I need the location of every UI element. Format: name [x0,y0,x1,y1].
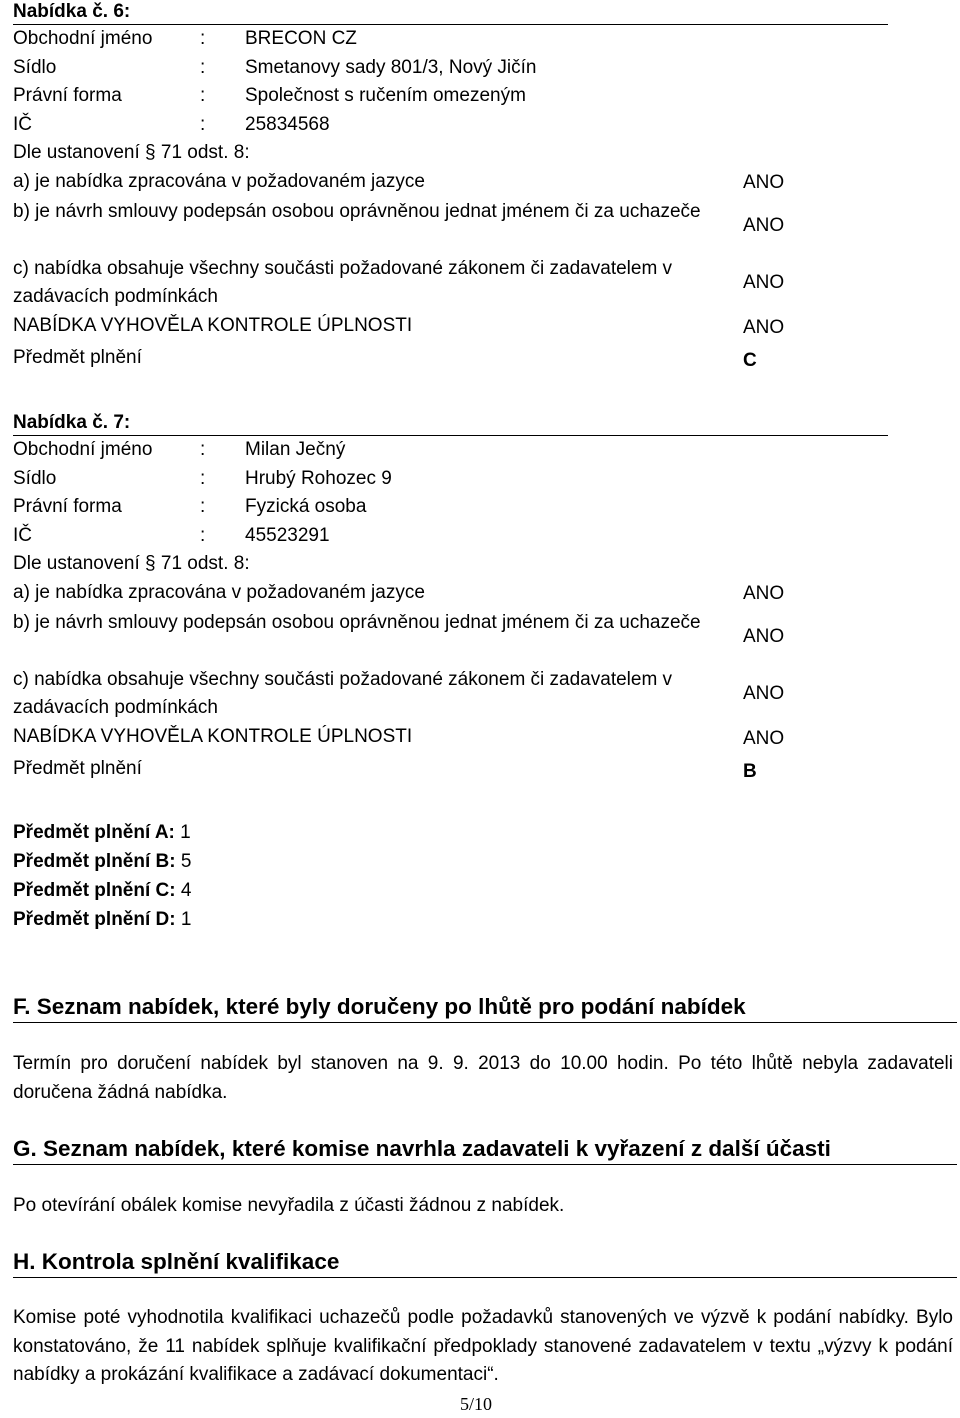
info-row-id [13,522,888,551]
info-colon: : [200,439,206,460]
summary-value: 1 [180,822,191,843]
info-row-legal-form [13,82,888,111]
criterion-answer: ANO [743,582,785,604]
criterion-text: NABÍDKA VYHOVĚLA KONTROLE ÚPLNOSTI [13,314,413,336]
criterion-row [13,255,888,312]
info-value: BRECON CZ [245,28,357,49]
criterion-row [13,609,888,666]
criterion-text: a) je nabídka zpracována v požadovaném jazyce [13,581,425,603]
summary-value: 1 [180,909,192,930]
criterion-text: a) je nabídka zpracována v požadovaném jazyce [13,170,425,192]
info-row-legal-form [13,493,888,522]
info-colon: : [200,113,206,135]
criterion-answer: ANO [743,215,785,236]
criterion-answer: ANO [743,171,785,193]
legal-basis [13,550,888,579]
criterion-row [13,344,888,378]
criterion-answer: C [743,349,757,371]
info-label: Sídlo [13,56,57,78]
criterion-answer: B [743,760,757,782]
summary-value: 4 [180,880,192,901]
info-colon: : [200,85,206,106]
info-label: Obchodní jméno [13,439,153,460]
offer-block-7 [13,411,888,789]
criterion-row [13,755,888,789]
info-value: Fyzická osoba [245,496,367,517]
summary-value: 5 [180,851,192,872]
info-value: Milan Ječný [245,439,346,460]
info-value: Společnost s ručením omezeným [245,85,526,106]
criterion-text: b) je návrh smlouvy podepsán osobou oprávněnou jednat jménem či za uchazeče [13,611,701,633]
info-colon: : [200,28,206,49]
criterion-text: c) nabídka obsahuje všechny součásti požadované zákonem či zadavatelem v zadávacích podmínkách [13,668,673,718]
section-h-heading: H. Kontrola splnění kvalifikace [13,1247,957,1278]
summary-row [13,818,191,847]
criterion-answer: ANO [743,727,785,749]
summary-row [13,847,191,876]
info-value: Hrubý Rohozec 9 [245,467,392,489]
criterion-text: b) je návrh smlouvy podepsán osobou oprávněnou jednat jménem či za uchazeče [13,200,701,222]
info-label: Sídlo [13,467,57,489]
criterion-text: c) nabídka obsahuje všechny součásti požadované zákonem či zadavatelem v zadávacích podmínkách [13,257,673,307]
criterion-answer: ANO [743,316,785,338]
criterion-text: NABÍDKA VYHOVĚLA KONTROLE ÚPLNOSTI [13,725,413,747]
criterion-row [13,666,888,723]
summary-label: Předmět plnění D: [13,909,176,930]
section-g-text: Po otevírání obálek komise nevyřadila z účasti žádnou z nabídek. [13,1195,565,1216]
legal-basis-text: Dle ustanovení § 71 odst. 8: [13,142,250,163]
offer-block-6 [13,0,888,378]
summary-label: Předmět plnění C: [13,880,176,901]
info-colon: : [200,496,206,517]
criterion-row [13,198,888,255]
summary-label: Předmět plnění A: [13,822,175,843]
info-label: Právní forma [13,496,122,517]
criterion-row [13,723,888,755]
offer-title: Nabídka č. 6: [13,0,888,25]
criterion-row [13,312,888,344]
info-value: Smetanovy sady 801/3, Nový Jičín [245,56,537,78]
legal-basis [13,139,888,168]
info-row-seat [13,54,888,83]
criterion-text: Předmět plnění [13,757,142,779]
info-row-name [13,25,888,54]
info-row-seat [13,465,888,494]
info-colon: : [200,524,206,546]
info-row-name [13,436,888,465]
offer-title: Nabídka č. 7: [13,411,888,436]
info-colon: : [200,56,206,78]
criterion-row [13,579,888,609]
info-label: IČ [13,524,32,546]
section-h-text: Komise poté vyhodnotila kvalifikaci uchazečů podle požadavků stanovených ve výzvě k podání nabídky. Bylo konstatováno, že 11 nabídek splňuje kvalifikační předpoklady stanovené zadavatelem v textu „výzvy k podání nabídky a prokázání kvalifikace a zadávací dokumentaci“. [13,1307,953,1385]
criterion-row [13,168,888,198]
section-f-heading: F. Seznam nabídek, které byly doručeny po lhůtě pro podání nabídek [13,992,957,1023]
criterion-text: Předmět plnění [13,346,142,368]
criterion-answer: ANO [743,683,785,704]
info-label: Obchodní jméno [13,28,153,49]
info-value: 45523291 [245,524,330,546]
info-label: IČ [13,113,32,135]
summary-row [13,876,191,905]
info-value: 25834568 [245,113,330,135]
info-label: Právní forma [13,85,122,106]
summary-label: Předmět plnění B: [13,851,176,872]
info-row-id [13,111,888,140]
page-number: 5/10 [460,1394,493,1414]
criterion-answer: ANO [743,272,785,293]
legal-basis-text: Dle ustanovení § 71 odst. 8: [13,553,250,574]
summary-row [13,905,191,934]
criterion-answer: ANO [743,626,785,647]
section-g-heading: G. Seznam nabídek, které komise navrhla zadavateli k vyřazení z další účasti [13,1134,957,1165]
subject-summary [13,818,191,934]
info-colon: : [200,467,206,489]
section-f-text: Termín pro doručení nabídek byl stanoven na 9. 9. 2013 do 10.00 hodin. Po této lhůtě nebyla zadavateli doručena žádná nabídka. [13,1053,953,1103]
